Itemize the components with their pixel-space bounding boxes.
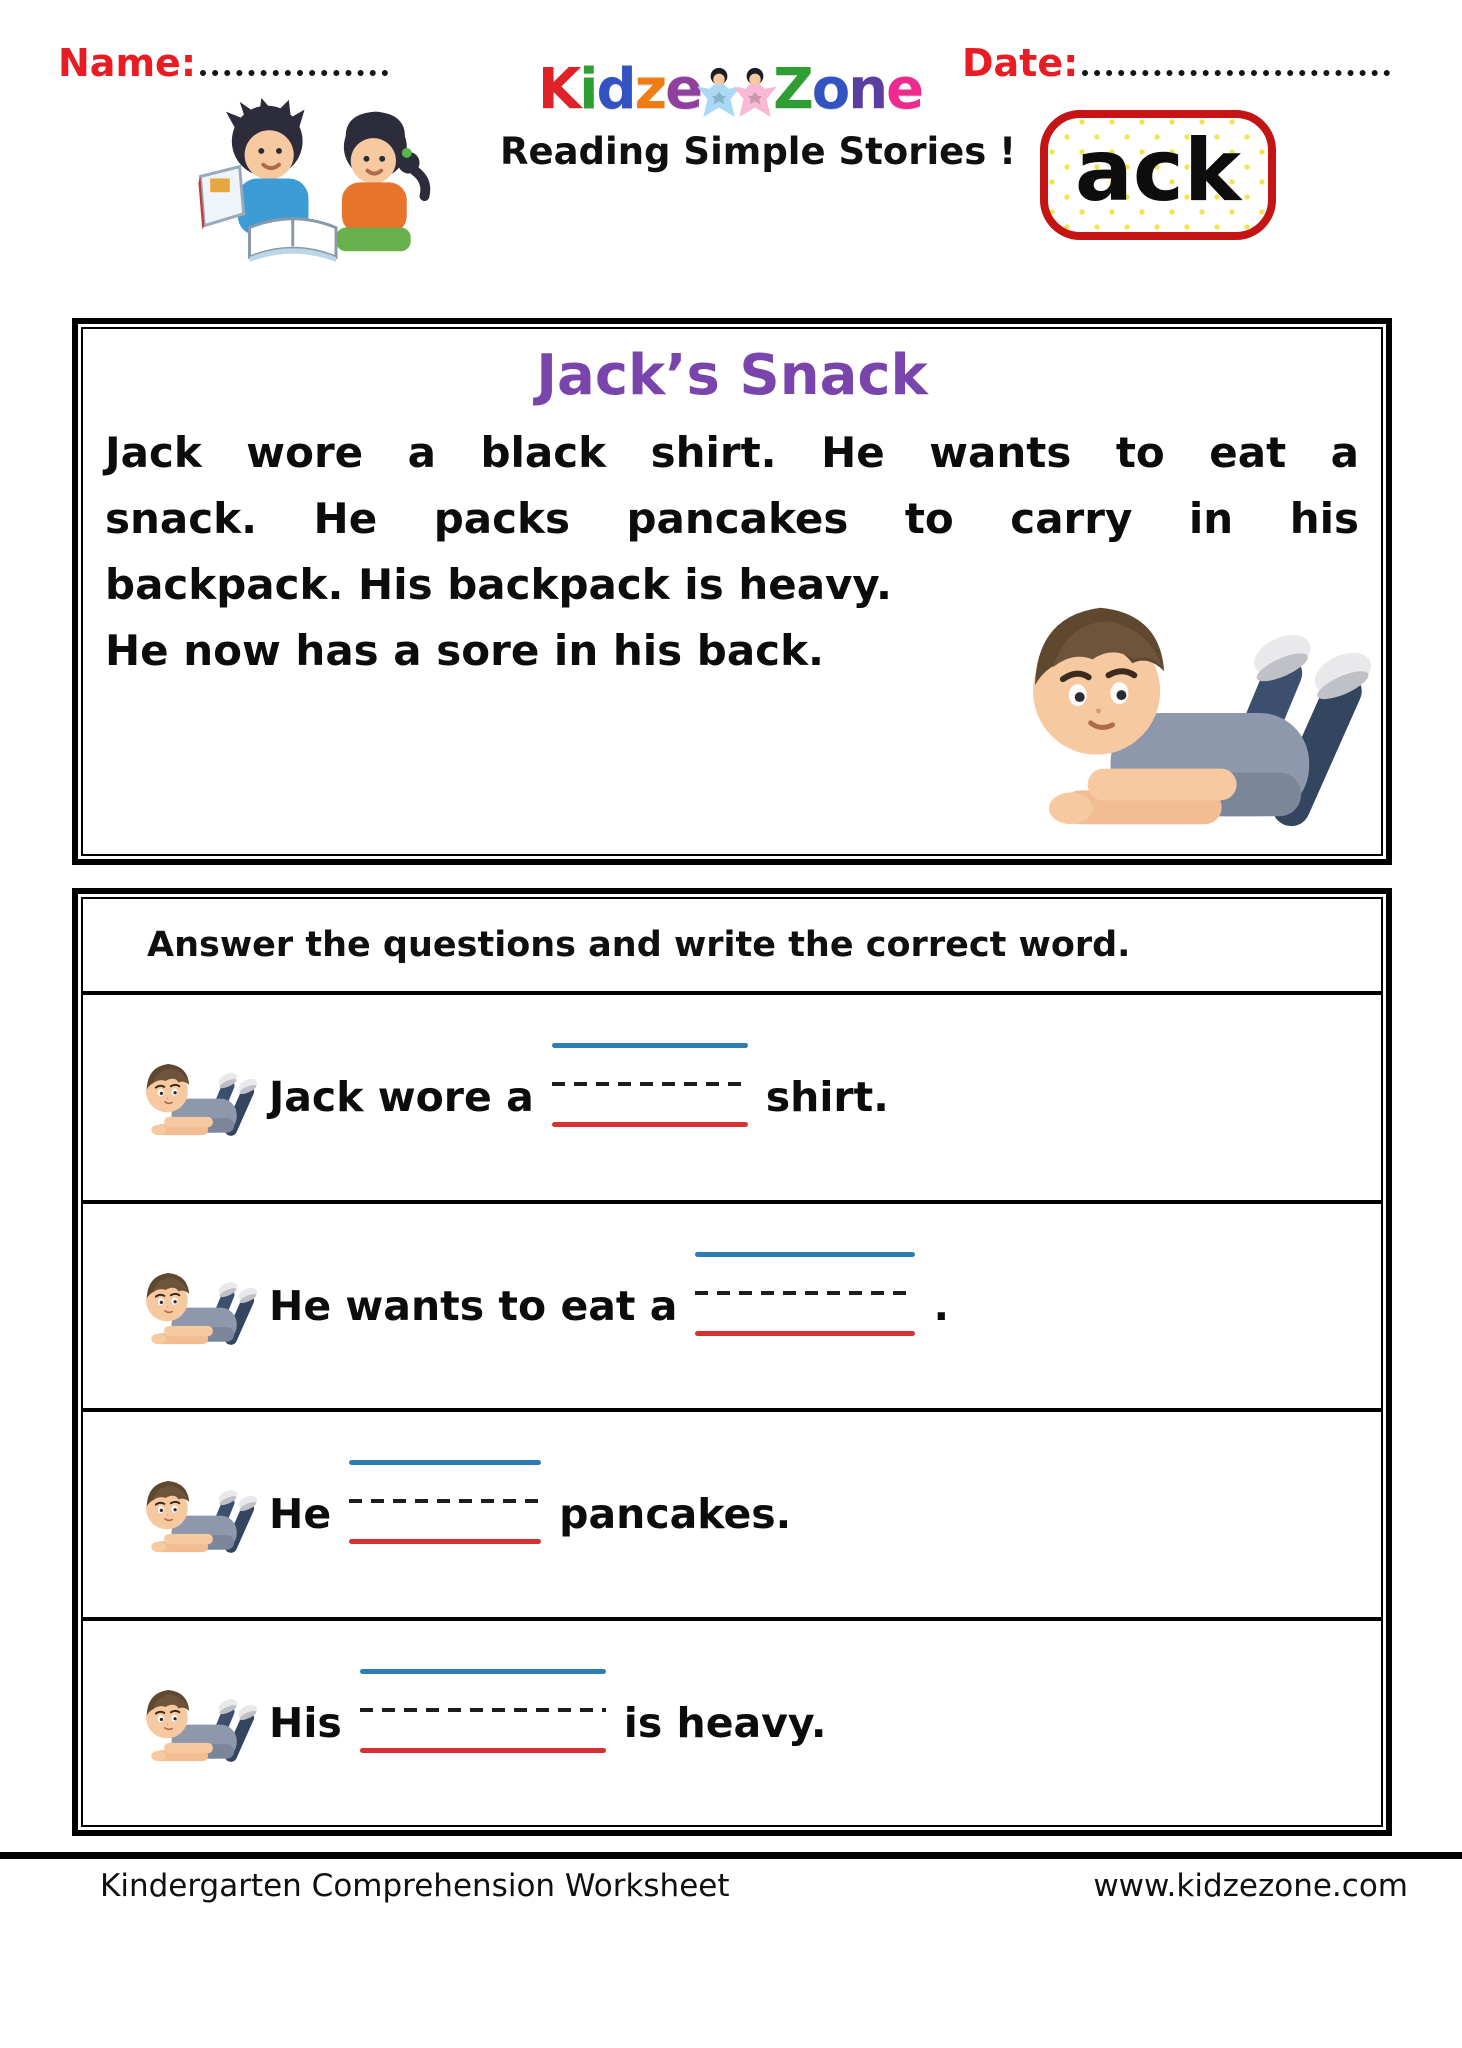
logo-letter: z — [634, 57, 666, 122]
word-family-text: ack — [1074, 121, 1242, 221]
questions-box — [72, 888, 1392, 1836]
instruction-text: Answer the questions and write the correct word. — [147, 925, 1131, 965]
boy-lying-icon — [133, 1675, 257, 1771]
question-pre-text: He wants to eat a — [269, 1281, 678, 1330]
logo-letter: o — [811, 57, 849, 122]
story-line: snack. He packs pancakes to carry in his — [105, 494, 1359, 543]
question-post-text: is heavy. — [623, 1698, 827, 1747]
story-title: Jack’s Snack — [536, 343, 928, 408]
story-box — [72, 318, 1392, 865]
boy-lying-icon — [133, 1049, 257, 1145]
date-label: Date: — [962, 41, 1079, 85]
question-row — [83, 995, 1381, 1204]
guide-line-blue — [349, 1460, 541, 1465]
guide-line-blue — [360, 1669, 606, 1674]
logo-letter: K — [537, 57, 580, 122]
guide-line-dashed — [360, 1708, 606, 1712]
question-post-text: pancakes. — [559, 1490, 792, 1539]
logo-letter: e — [665, 57, 702, 122]
story-line: He now has a sore in his back. — [105, 626, 824, 675]
guide-line-dashed — [349, 1499, 541, 1503]
footer-divider — [0, 1852, 1462, 1859]
name-dotted-line[interactable] — [200, 66, 388, 76]
logo-letter: i — [579, 57, 597, 122]
guide-line-dashed — [695, 1291, 915, 1295]
name-label: Name: — [58, 41, 197, 85]
guide-line-red — [349, 1539, 541, 1544]
guide-line-red — [552, 1122, 748, 1127]
guide-line-dashed — [552, 1082, 748, 1086]
answer-blank[interactable] — [360, 1669, 606, 1753]
name-field[interactable] — [58, 41, 388, 85]
kidzezone-logo — [505, 34, 955, 122]
questions-box-inner — [81, 897, 1383, 1827]
star-kid-icon — [732, 66, 778, 124]
story-box-inner — [81, 327, 1383, 856]
date-field[interactable] — [962, 41, 1390, 85]
answer-blank[interactable] — [552, 1043, 748, 1127]
worksheet-subtitle: Reading Simple Stories ! — [500, 130, 1017, 173]
footer-worksheet-type: Kindergarten Comprehension Worksheet — [100, 1868, 730, 1904]
question-row — [83, 1412, 1381, 1621]
boy-lying-icon — [133, 1466, 257, 1562]
question-pre-text: Jack wore a — [269, 1073, 534, 1122]
footer-website: www.kidzezone.com — [1093, 1868, 1408, 1904]
question-pre-text: His — [269, 1698, 342, 1747]
guide-line-red — [360, 1748, 606, 1753]
question-row — [83, 1204, 1381, 1413]
logo-letter: n — [848, 57, 887, 122]
answer-blank[interactable] — [695, 1252, 915, 1336]
question-pre-text: He — [269, 1490, 332, 1539]
kids-reading-illustration — [186, 90, 486, 262]
guide-line-blue — [695, 1252, 915, 1257]
question-post-text: . — [933, 1281, 950, 1330]
guide-line-red — [695, 1331, 915, 1336]
instruction-row — [83, 899, 1381, 995]
boy-lying-icon — [133, 1258, 257, 1354]
guide-line-blue — [552, 1043, 748, 1048]
logo-letter: Z — [773, 57, 812, 122]
question-row — [83, 1621, 1381, 1826]
question-post-text: shirt. — [765, 1073, 889, 1122]
word-family-badge — [1040, 110, 1276, 240]
logo-letter: e — [886, 57, 923, 122]
answer-blank[interactable] — [349, 1460, 541, 1544]
date-dotted-line[interactable] — [1082, 66, 1390, 76]
story-line: Jack wore a black shirt. He wants to eat a — [105, 428, 1359, 477]
story-line: backpack. His backpack is heavy. — [105, 560, 892, 609]
boy-lying-illustration — [993, 564, 1371, 852]
logo-letter: d — [596, 57, 635, 122]
